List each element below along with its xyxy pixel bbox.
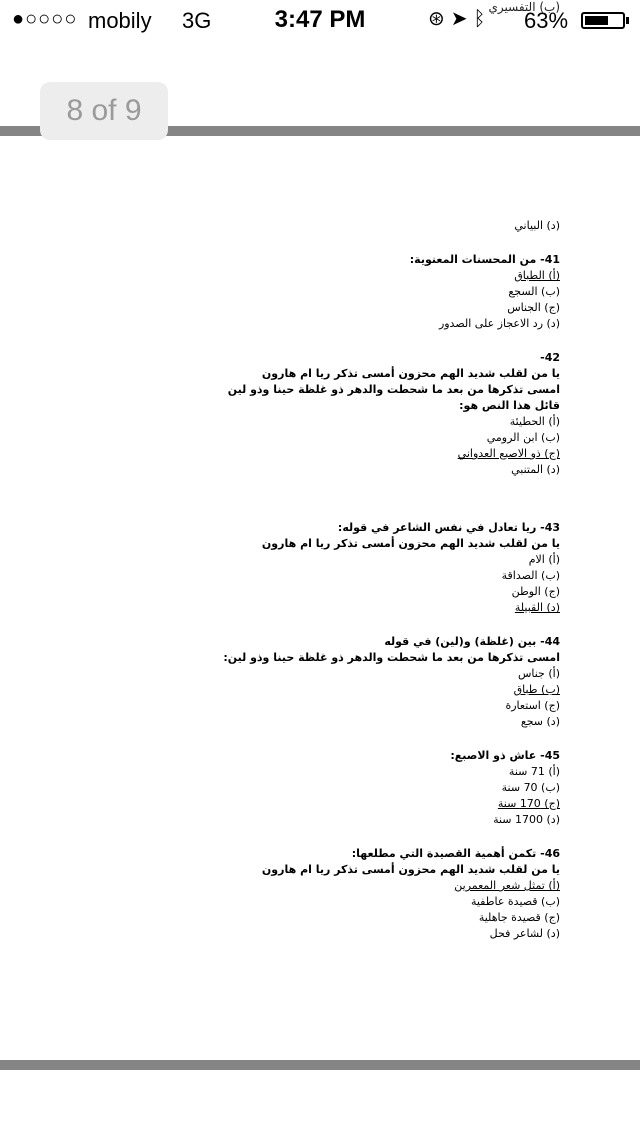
option-line: (أ) الام — [528, 553, 560, 566]
question-title: 41- من المحسنات المعنوية: — [409, 253, 560, 266]
option-line: (أ) جناس — [517, 667, 560, 680]
question-45 — [240, 748, 560, 828]
question-46 — [240, 846, 560, 942]
signal-strength-icon: ●○○○○ — [12, 8, 78, 30]
previous-page-fragment: (ب) التفسيري — [488, 0, 560, 14]
document-page[interactable] — [223, 218, 560, 960]
spacer — [240, 496, 560, 520]
option-line: (ج) الوطن — [511, 585, 560, 598]
option-line: (ج) قصيدة جاهلية — [478, 911, 560, 924]
option-line: (ب) 70 سنة — [501, 781, 560, 794]
option-line: (ج) استعارة — [505, 699, 560, 712]
question-43 — [240, 520, 560, 616]
page-separator-bottom — [0, 1060, 640, 1070]
status-time: 3:47 PM — [274, 6, 366, 33]
option-line: (ب) طباق — [513, 683, 560, 696]
location-arrow-icon: ➤ — [450, 8, 468, 30]
option-line: (د) سجع — [520, 715, 560, 728]
option-line: (د) القبيلة — [514, 601, 560, 614]
verse-line: امسى تذكرها من بعد ما شحطت والدهر ذو غلظة حينا وذو لين: — [223, 651, 560, 664]
option-line: (د) 1700 سنة — [493, 813, 560, 826]
battery-icon — [581, 12, 625, 29]
option-line: (ب) السجع — [508, 285, 560, 298]
option-line: (أ) الطباق — [514, 269, 560, 282]
option-line: (أ) الحطيئة — [509, 415, 560, 428]
question-title: قائل هذا النص هو: — [459, 399, 560, 412]
verse-line: امسى تذكرها من بعد ما شحطت والدهر ذو غلظة حينا وذو لين — [227, 383, 560, 396]
option-line: (د) البياني — [514, 219, 560, 232]
question-number: 42- — [540, 351, 560, 364]
verse-line: يا من لقلب شديد الهم محزون أمسى تذكر ريا ام هارون — [261, 367, 560, 380]
option-line: (ج) ذو الاصبع العدواني — [457, 447, 560, 460]
carrier-name: mobily — [88, 8, 152, 33]
network-type: 3G — [182, 8, 212, 33]
option-line: (د) المتنبي — [511, 463, 560, 476]
battery-percent: 63% — [524, 8, 569, 33]
rotation-lock-icon: ⊛ — [428, 8, 445, 30]
question-title: 45- عاش ذو الاصبع: — [450, 749, 560, 762]
battery-level-fill — [585, 16, 608, 25]
question-44 — [223, 634, 560, 730]
question-title: 44- بين (غلظة) و(لين) في قوله — [384, 635, 560, 648]
option-line: (ج) 170 سنة — [497, 797, 560, 810]
option-line: (ج) الجناس — [507, 301, 560, 314]
question-42 — [227, 350, 560, 478]
page-indicator: 8 of 9 — [40, 82, 168, 140]
question-40-tail — [240, 218, 560, 234]
battery-tip — [626, 17, 629, 24]
verse-line: يا من لقلب شديد الهم محزون أمسى تذكر ريا ام هارون — [261, 537, 560, 550]
option-line: (ب) ابن الرومي — [486, 431, 560, 444]
option-line: (د) رد الاعجاز على الصدور — [438, 317, 560, 330]
question-title: 46- تكمن أهمية القصيدة التي مطلعها: — [351, 847, 560, 860]
option-line: (ب) الصداقة — [501, 569, 560, 582]
option-line: (أ) تمثل شعر المعمرين — [454, 879, 560, 892]
bluetooth-icon: ᛒ — [473, 8, 486, 30]
option-line: (ب) قصيدة عاطفية — [470, 895, 560, 908]
option-line: (أ) 71 سنة — [508, 765, 560, 778]
option-line: (د) لشاعر فحل — [489, 927, 560, 940]
verse-line: يا من لقلب شديد الهم محزون أمسى تذكر ريا ام هارون — [261, 863, 560, 876]
question-41 — [240, 252, 560, 332]
question-title: 43- ريا تعادل في نفس الشاعر في قوله: — [337, 521, 560, 534]
